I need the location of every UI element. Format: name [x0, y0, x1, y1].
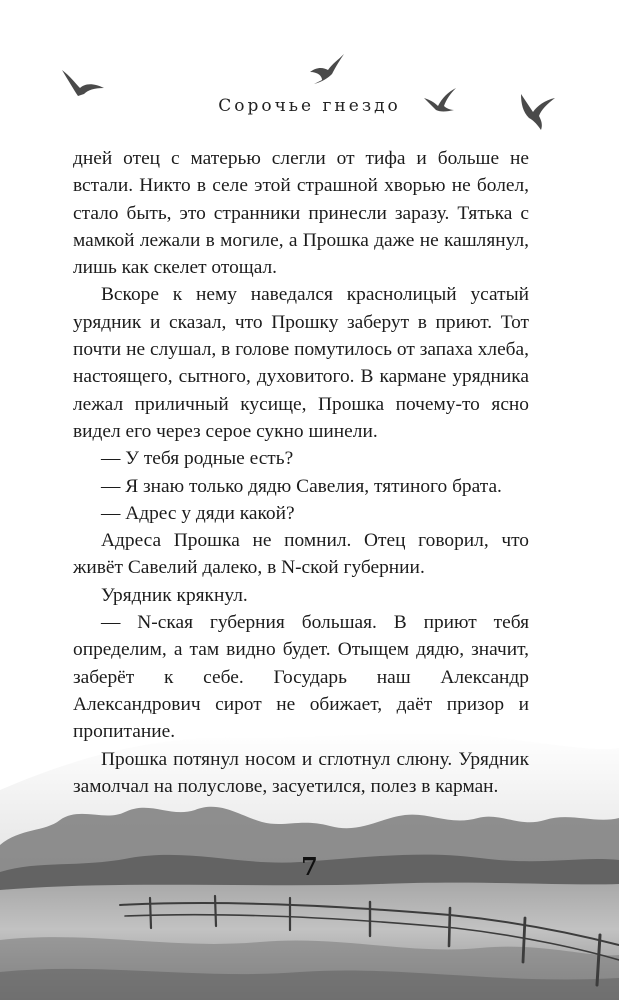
body-text — [73, 145, 529, 800]
paragraph: Вскоре к нему наведался краснолицый усатый урядник и сказал, что Прошку заберут в приют. Тот почти не слушал, в голове помутилось от запаха хлеба, настоящего, сытного, духовитого. В кармане урядника лежал приличный кусище, Прошка почему-то ясно видел его через серое сукно шинели. — [73, 284, 529, 442]
paragraph: Урядник крякнул. — [101, 584, 248, 606]
paragraph: дней отец с матерью слегли от тифа и больше не встали. Никто в селе этой страшной хворью не болел, стало быть, это странники принесли заразу. Тятька с мамкой лежали в могиле, а Прошка даже не кашлянул, лишь как скелет отощал. — [73, 148, 529, 279]
bird-icon — [304, 50, 348, 86]
dialogue-line: — N-ская губерния большая. В приют тебя определим, а там видно будет. Отыщем дядю, значит, заберёт к себе. Государь наш Александр Александрович сирот не обижает, даёт призор и пропитание. — [73, 612, 529, 743]
bird-icon — [60, 66, 106, 100]
running-title: Сорочье гнездо — [218, 96, 401, 116]
dialogue-line: — Адрес у дяди какой? — [101, 502, 295, 524]
page-number: 7 — [301, 852, 318, 881]
paragraph: Прошка потянул носом и сглотнул слюну. Урядник замолчал на полуслове, засуетился, полез в карман. — [73, 748, 529, 797]
dialogue-line: — Я знаю только дядю Савелия, тятиного брата. — [101, 475, 502, 497]
paragraph: Адреса Прошка не помнил. Отец говорил, что живёт Савелий далеко, в N-ской губернии. — [73, 530, 529, 579]
dialogue-line: — У тебя родные есть? — [101, 448, 294, 470]
